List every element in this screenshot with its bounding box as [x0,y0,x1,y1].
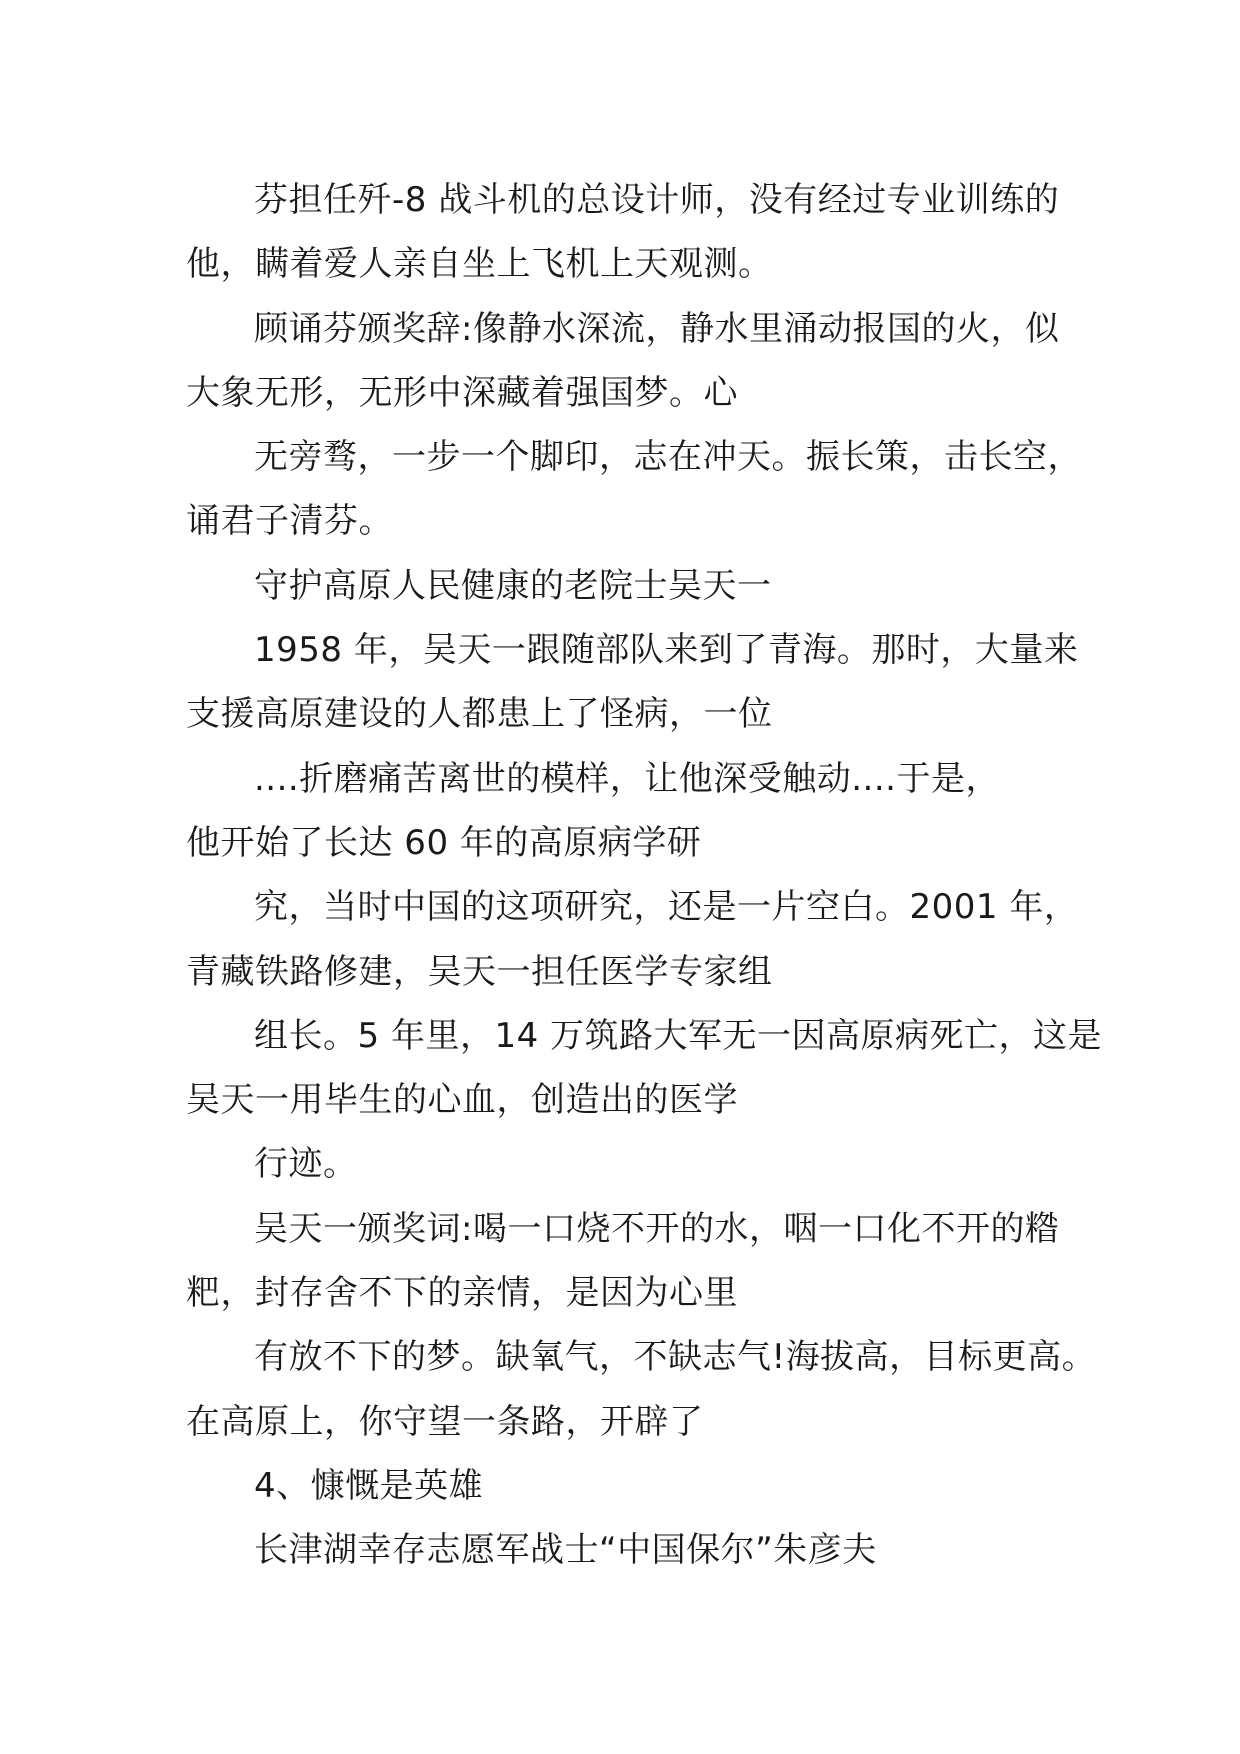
paragraph [186,1197,1086,1326]
section-heading [186,1518,1086,1582]
section-heading [186,1454,1086,1518]
text-line: 他开始了长达 60 年的高原病学研 [186,822,702,863]
text-line: 1958 年，吴天一跟随部队来到了青海。那时，大量来 [254,630,1079,671]
paragraph [186,425,1086,554]
paragraph [186,618,1086,747]
text-line: 芬担任歼-8 战斗机的总设计师，没有经过专业训练的 [254,180,1060,220]
paragraph [186,1325,1097,1454]
text-line: 顾诵芬颁奖辞:像静水深流，静水里涌动报国的火，似 [254,308,1060,349]
document-body [186,168,1103,1583]
text-line: 吴天一用毕生的心血，创造出的医学 [186,1080,738,1121]
text-line: ....折磨痛苦离世的模样，让他深受触动....于是， [254,758,1000,799]
section-heading [186,554,1086,618]
paragraph [186,1132,1086,1196]
text-line: 吴天一颁奖词:喝一口烧不开的水，咽一口化不开的糌 [254,1208,1060,1249]
text-line: 行迹。 [254,1144,358,1185]
text-line: 大象无形，无形中深藏着强国梦。心 [186,372,738,413]
text-line: 支援高原建设的人都患上了怪病，一位 [186,694,773,735]
text-line: 有放不下的梦。缺氧气，不缺志气!海拔高，目标更高。 [254,1337,1097,1378]
text-line: 无旁骛，一步一个脚印，志在冲天。振长策，击长空， [254,437,1082,478]
text-line: 青藏铁路修建，吴天一担任医学专家组 [186,951,773,992]
paragraph [186,1004,1103,1133]
text-line: 粑，封存舍不下的亲情，是因为心里 [186,1273,738,1314]
text-line: 4、慷慨是英雄 [254,1465,484,1506]
paragraph [186,168,1086,297]
paragraph [186,297,1086,426]
text-line: 组长。5 年里，14 万筑路大军无一因高原病死亡，这是 [254,1015,1103,1056]
text-line: 在高原上，你守望一条路，开辟了 [186,1401,704,1442]
text-line: 诵君子清芬。 [186,501,393,542]
text-line: 长津湖幸存志愿军战士“中国保尔”朱彦夫 [254,1530,877,1571]
paragraph [186,875,1086,1004]
text-line: 守护高原人民健康的老院士吴天一 [254,565,772,606]
text-line: 他，瞒着爱人亲自坐上飞机上天观测。 [186,244,773,285]
paragraph [186,747,1086,876]
text-line: 究，当时中国的这项研究，还是一片空白。2001 年， [254,887,1079,928]
